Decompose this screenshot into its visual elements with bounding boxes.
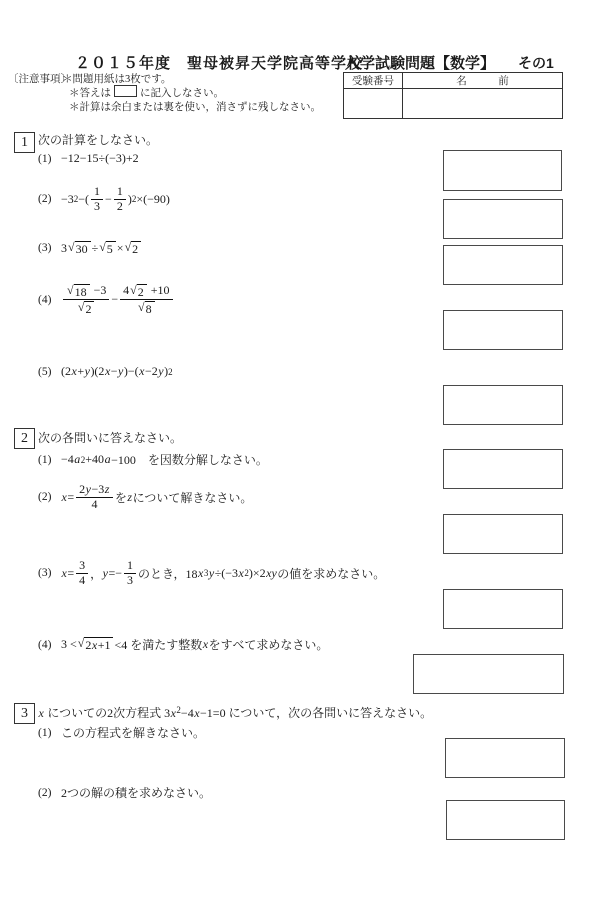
answer-box-1-4 [443,310,563,350]
name-label: 名 前 [403,73,563,89]
item-label: (2) [38,491,52,504]
answer-box-2-2 [443,514,563,554]
item-formula: この方程式を解きなさい。 [61,726,206,740]
problem-2-number: 2 [14,428,35,449]
problem-3-heading: x についての2次方程式 $3x^2-4x-1=0$ について，次の各問いに答えなさい。 [38,705,433,720]
problem-1-number: 1 [14,132,35,153]
item-formula: −4 a 2 +40 a −100 を因数分解しなさい。 [61,452,268,467]
problem-1-item-1 [38,151,139,166]
problem-1-heading: 次の計算をしなさい。 [38,133,159,147]
item-formula: x = $\frac{2y-3z}{4}$ を z について解きなさい。 [61,482,253,511]
item-label: (2) [38,193,52,206]
item-label: (4) [38,293,52,306]
answer-box-2-1 [443,449,563,489]
exam-number-label: 受験番号 [344,73,403,89]
answer-box-glyph [114,85,137,97]
problem-1-item-4 [38,283,175,317]
item-formula: 2つの解の積を求めなさい。 [61,786,212,800]
notes-heading: 〔注意事項〕 [8,74,71,85]
item-label: (1) [38,152,52,165]
name-table [343,72,563,119]
item-formula: −12−15÷(−3)+2 [61,151,139,165]
item-formula: x = $\frac{3}{4}$ ， y =− $\frac{1}{3}$ のとき，18 x 3 y ÷(−3 x 2 )×2 xy の値を求めなさい。 [61,558,386,587]
answer-box-3-1 [445,738,565,778]
item-label: (5) [38,365,52,378]
note-line-3: ＊計算は余白または裏を使い，消さずに残しなさい。 [69,102,321,113]
problem-1-item-2 [38,185,170,214]
item-formula: 3 √ 30 ÷ √ 5 × √ 2 [61,240,142,256]
item-label: (4) [38,638,52,651]
answer-box-3-2 [446,800,565,840]
item-formula: −3 2 −( $\frac{1}{3}$ − $\frac{1}{2}$ ) 2 ×(−90) [61,184,170,213]
item-formula: (2 x + y )(2 x − y )−( x −2 y ) 2 [61,364,173,378]
note-line-2 [69,85,224,100]
item-label: (1) [38,453,52,466]
problem-2-item-2 [38,483,252,512]
item-label: (3) [38,242,52,255]
item-formula: √ 18 −3 √ 2 − 4 √ 2 +10 √ 8 [61,283,175,317]
answer-box-1-1 [443,150,562,191]
item-label: (2) [38,786,52,799]
note-line-1: ＊問題用紙は3枚です。 [62,74,172,85]
problem-3-number: 3 [14,703,35,724]
answer-box-2-3 [443,589,563,629]
item-formula: 3 < √ 2x+1 <4 を満たす整数 x をすべて求めなさい。 [61,636,329,653]
problem-3-item-1 [38,724,205,741]
name-field [403,89,563,119]
problem-1-item-3 [38,240,142,256]
problem-2-item-1 [38,451,268,468]
exam-title: 入学試験問題【数学】 [345,55,496,72]
problem-1-item-5 [38,364,173,379]
sheet-number: その1 [518,55,554,71]
problem-2-item-3 [38,559,385,588]
problem-3-item-2 [38,784,211,801]
problem-2-item-4 [38,636,328,653]
answer-box-1-3 [443,245,563,285]
answer-box-2-4 [413,654,564,694]
answer-box-1-2 [443,199,563,239]
item-label: (1) [38,726,52,739]
answer-box-1-5 [443,385,563,425]
page-title: ２０１５年度 聖母被昇天学院高等学校 [75,55,364,72]
item-label: (3) [38,567,52,580]
note-line-2-pre: ＊答えは [69,88,111,99]
exam-number-field [344,89,403,119]
problem-2-heading: 次の各問いに答えなさい。 [38,431,183,445]
note-line-2-post: に記入しなさい。 [140,88,224,99]
